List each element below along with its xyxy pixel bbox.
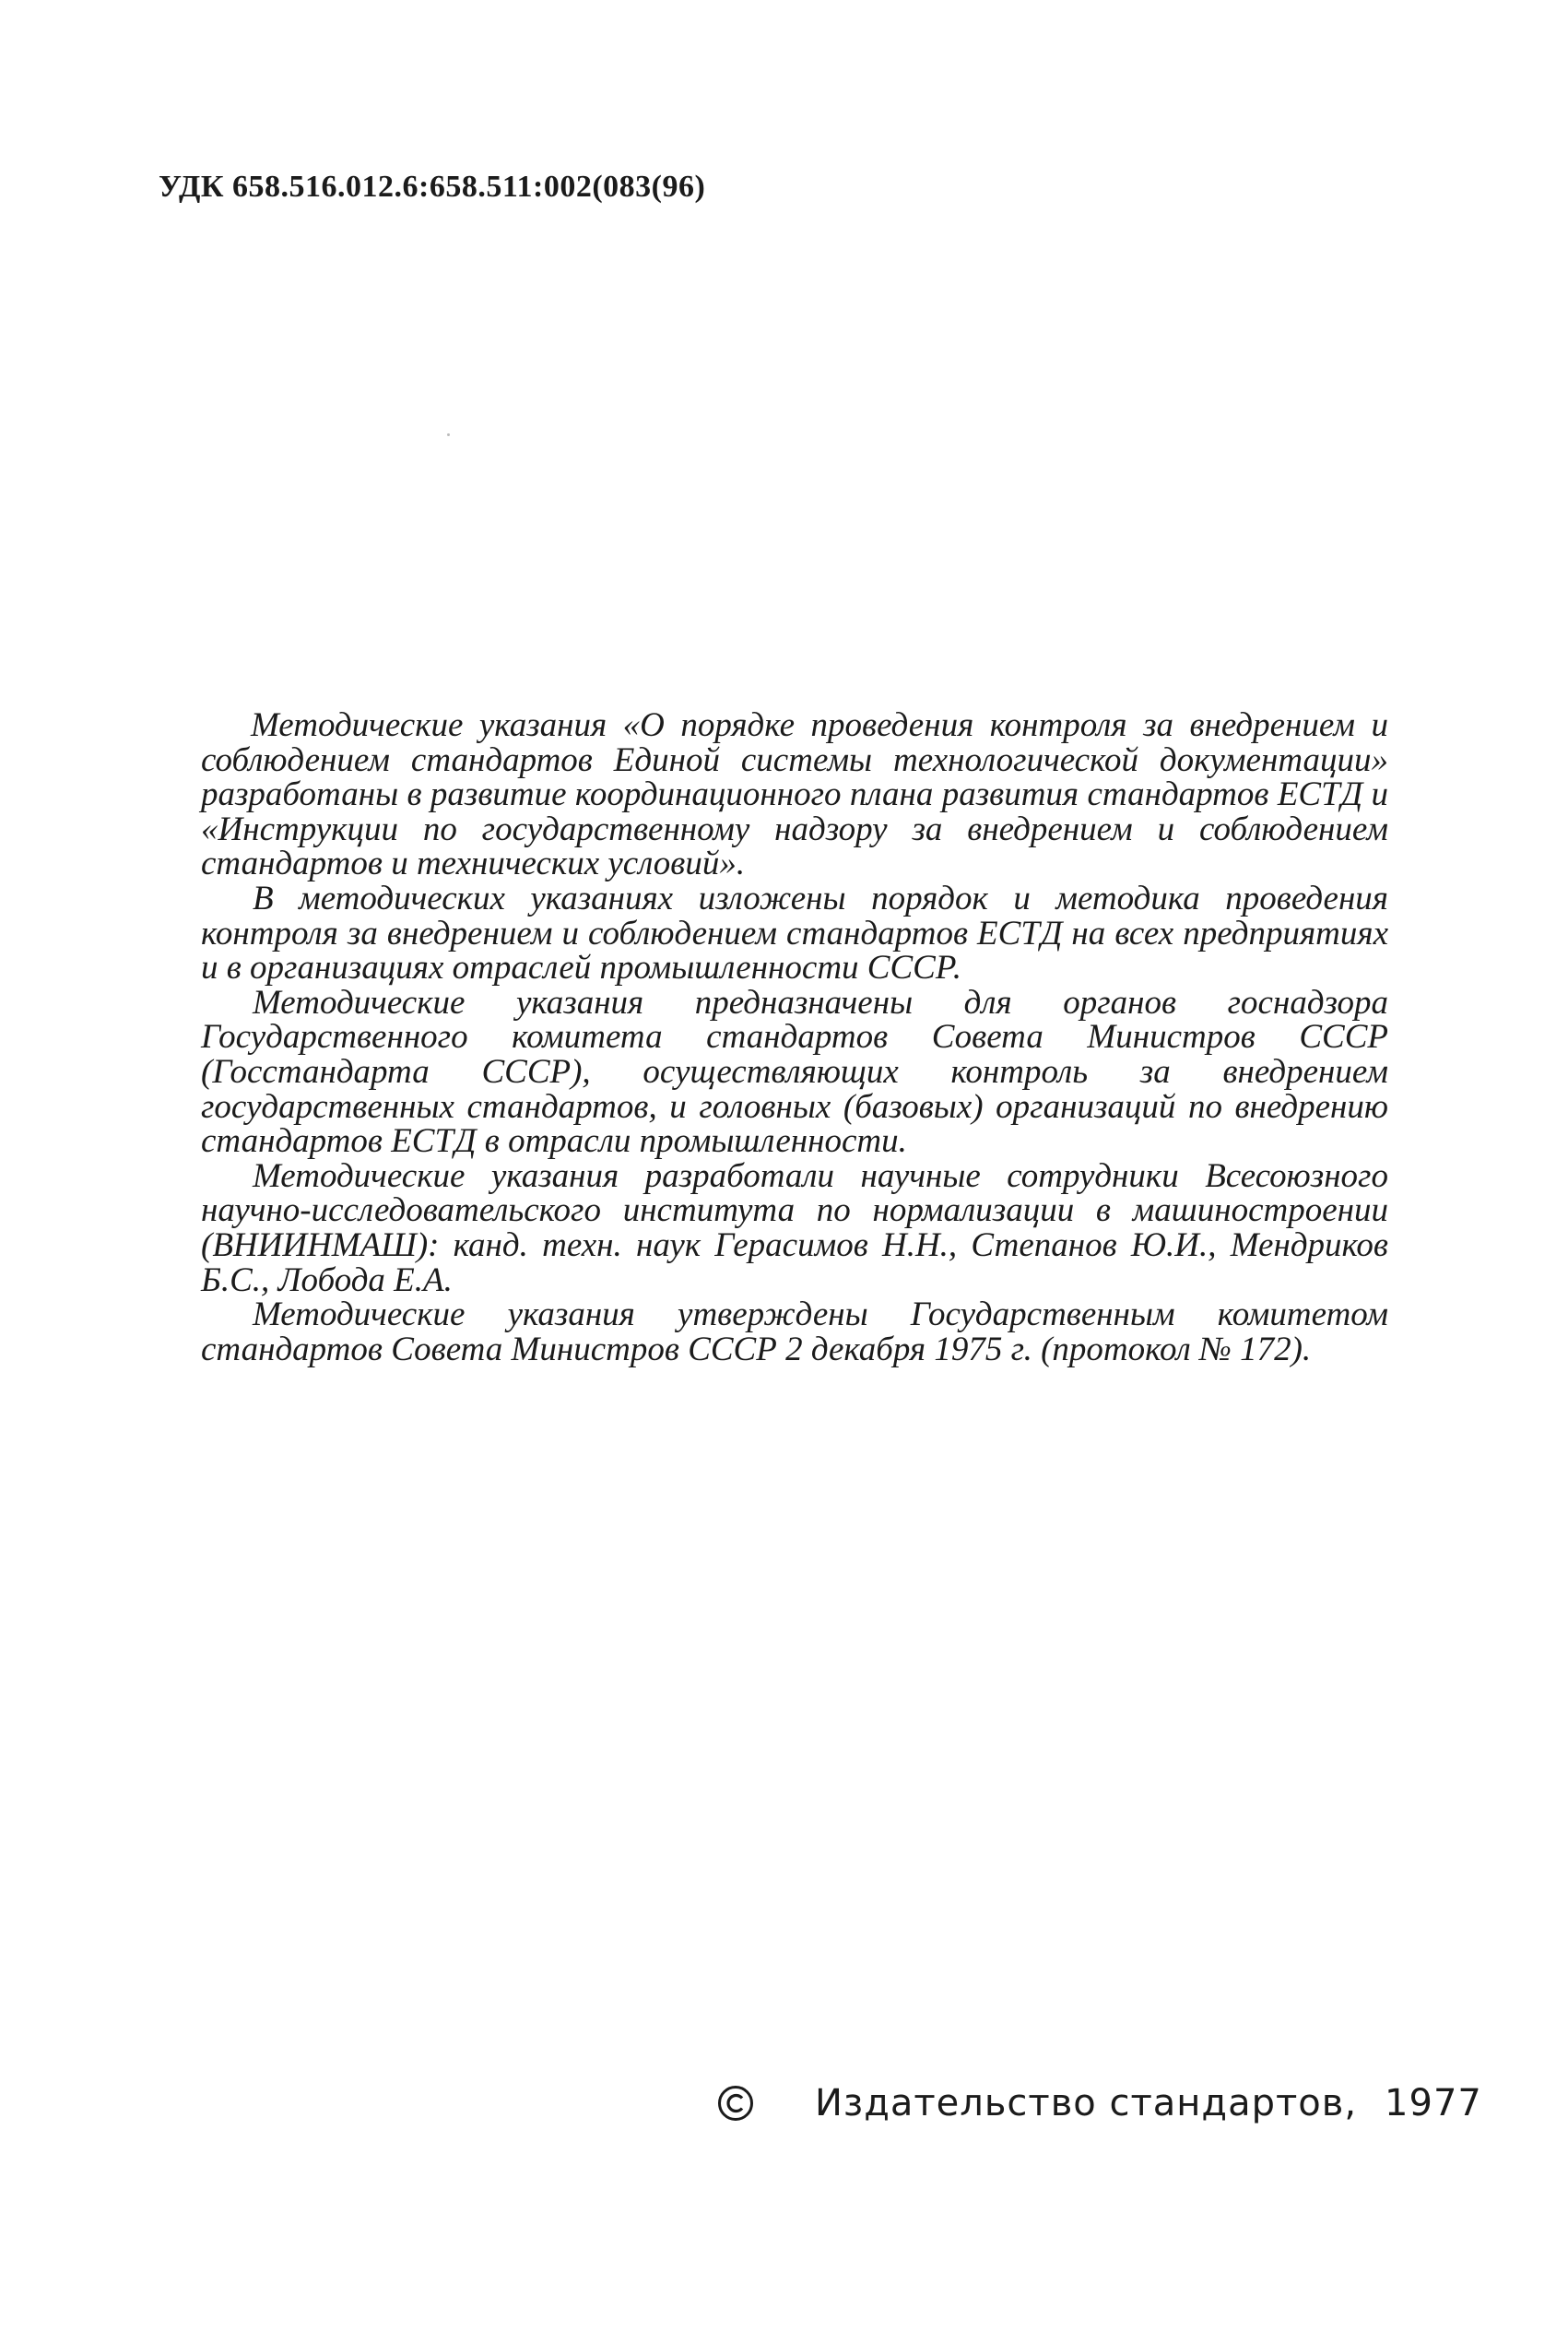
paragraph-text: Методические указания «О порядке проведения контроля за внедрением и соблюдением стандартов Единой системы технологической документации» разработаны в развитие координационного плана развития стандартов ЕСТД и «Инструкции по государственному надзору за внедрением и соблюдением стандартов и технических условий». [201,706,1388,883]
paragraph-content [201,879,1388,988]
paragraph-authors [201,1156,1388,1299]
publisher-line [717,2082,1482,2124]
publication-year: 1977 [1385,2082,1482,2124]
paragraph-approval [201,1297,1388,1367]
copyright-icon [717,2085,754,2122]
paragraph-text: Методические указания утверждены Государственным комитетом стандартов Совета Министров СССР 2 декабря 1975 г. (протокол № 172). [201,1296,1388,1368]
paragraph-audience [201,983,1388,1161]
udk-code: УДК 658.516.012.6:658.511:002(083(96) [159,170,706,204]
paragraph-text: Методические указания разработали научные сотрудники Всесоюзного научно-исследовательского института по нормализации в машиностроении (ВНИИНМАШ): канд. техн. наук Герасимов Н.Н., Степанов Ю.И., Мендриков Б.С., Лобода Е.А. [201,1156,1388,1299]
abstract-text [201,708,1388,1367]
paragraph-text: В методических указаниях изложены порядок и методика проведения контроля за внедрением и соблюдением стандартов ЕСТД на всех предприятиях и в организациях отраслей промышленности СССР. [201,879,1388,988]
paragraph-text: Методические указания предназначены для органов госнадзора Государственного комитета стандартов Совета Министров СССР (Госстандарта СССР), осуществляющих контроль за внедрением государственных стандартов, и головных (базовых) организаций по внедрению стандартов ЕСТД в отрасли промышленности. [201,983,1388,1161]
publisher-name: Издательство стандартов, [815,2082,1358,2124]
paragraph-purpose [201,708,1388,882]
scan-speck [447,433,450,436]
